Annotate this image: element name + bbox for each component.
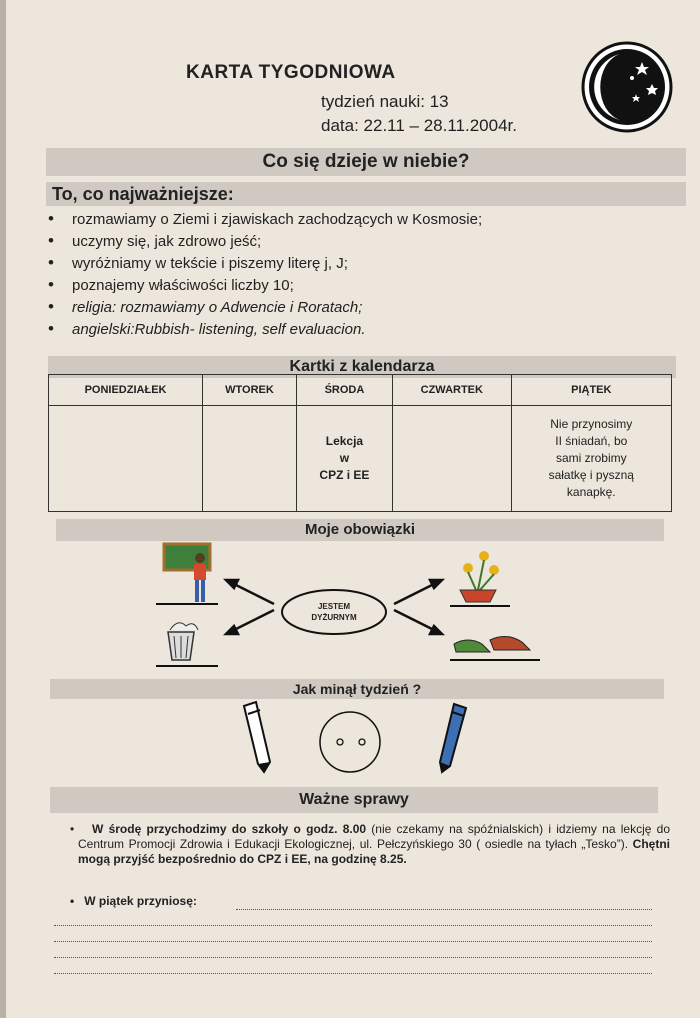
day-header: ŚRODA (296, 375, 392, 406)
write-line[interactable] (54, 924, 652, 926)
blackboard-child-icon (156, 544, 218, 604)
priorities-heading-band (46, 182, 686, 206)
arrows-right (394, 580, 442, 634)
smiley-face-icon (320, 712, 380, 772)
main-heading-band (46, 148, 686, 176)
moon-stars-icon (580, 40, 674, 134)
tuesday-cell (203, 406, 297, 512)
thursday-cell (393, 406, 512, 512)
week-calendar-table (48, 374, 672, 512)
friday-bring-label: • W piątek przyniosę: (70, 894, 197, 908)
write-line[interactable] (54, 956, 652, 958)
list-item: • rozmawiamy o Ziemi i zjawiskach zachodzących w Kosmosie; (48, 208, 482, 230)
trash-bin-icon (156, 623, 218, 666)
write-line[interactable] (236, 908, 652, 910)
day-header: PIĄTEK (511, 375, 671, 406)
duty-label: JESTEM DYŻURNYM (311, 602, 357, 622)
friday-cell: Nie przynosimy II śniadań, bo sami zrobimy sałatkę i pyszną kanapkę. (511, 406, 671, 512)
list-item: • poznajemy właściwości liczby 10; (48, 274, 482, 296)
list-item: • wyróżniamy w tekście i piszemy literę j, J; (48, 252, 482, 274)
day-header: CZWARTEK (393, 375, 512, 406)
wednesday-cell: Lekcja w CPZ i EE (296, 406, 392, 512)
list-item: • religia: rozmawiamy o Adwencie i Roratach; (48, 296, 482, 318)
week-number: tydzień nauki: 13 (321, 92, 449, 111)
week-review-icons (236, 696, 476, 780)
calendar-heading: Kartki z kalendarza (289, 358, 435, 375)
card-title: KARTA TYGODNIOWA (186, 62, 396, 83)
important-heading-band (50, 787, 658, 813)
duties-heading-band (56, 519, 664, 541)
date-range: data: 22.11 – 28.11.2004r. (321, 116, 517, 135)
flower-pot-icon (450, 551, 510, 606)
priorities-list (48, 208, 482, 340)
shoes-icon (450, 636, 540, 660)
monday-cell (49, 406, 203, 512)
week-review-heading: Jak minął tydzień ? (292, 681, 422, 697)
arrows-left (226, 580, 274, 634)
day-header: WTOREK (203, 375, 297, 406)
list-item: • uczymy się, jak zdrowo jeść; (48, 230, 482, 252)
important-paragraph: • W środę przychodzimy do szkoły o godz. 8.00 (nie czekamy na spóźnialskich) i idziemy na lekcję do Centrum Promocji Zdrowia i Edukacji Ekologicznej, ul. Pełczyńskiego 30 ( osiedle na tyłach „Tesko”). Chętni mogą przyjść bezpośrednio do CPZ i EE, na godzinę 8.25. (70, 822, 670, 866)
pencil-right-icon (440, 704, 466, 772)
duties-heading: Moje obowiązki (304, 521, 415, 538)
priorities-heading: To, co najważniejsze: (52, 184, 234, 204)
write-line[interactable] (54, 940, 652, 942)
pencil-left-icon (244, 702, 270, 772)
main-heading: Co się dzieje w niebie? (262, 151, 470, 172)
write-line[interactable] (54, 972, 652, 974)
day-header: PONIEDZIAŁEK (49, 375, 203, 406)
important-heading: Ważne sprawy (299, 791, 409, 808)
list-item: • angielski:Rubbish- listening, self evaluacion. (48, 318, 482, 340)
